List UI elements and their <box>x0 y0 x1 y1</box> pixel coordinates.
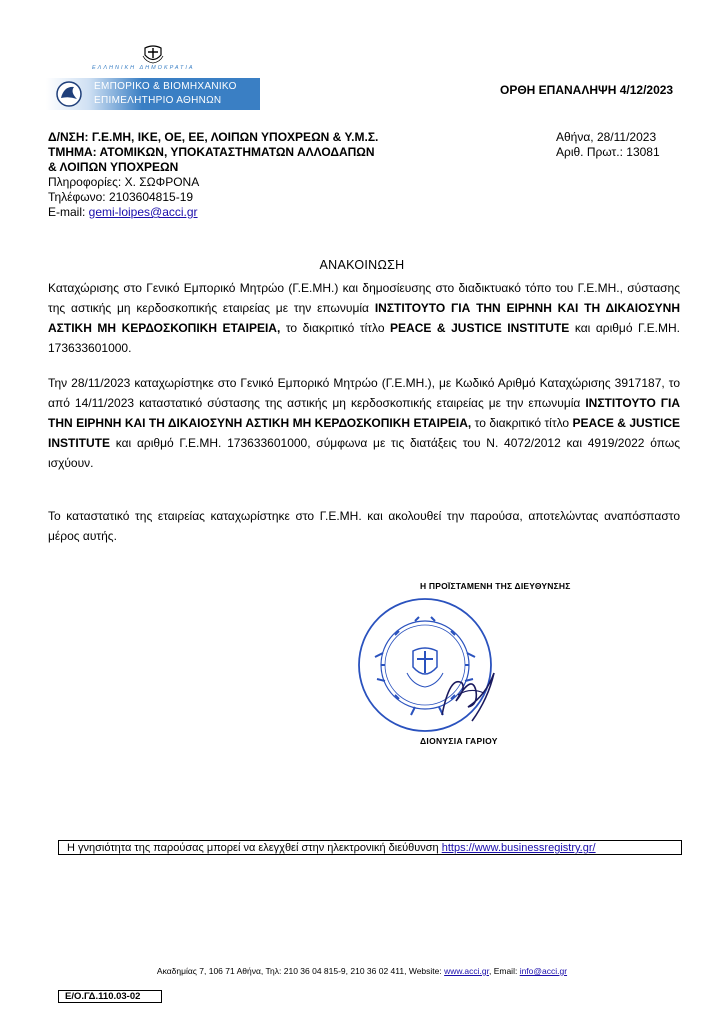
distinctive-title: PEACE & JUSTICE INSTITUTE <box>390 321 570 335</box>
footer-email-label: , Email: <box>488 966 520 976</box>
email-link[interactable]: gemi-loipes@acci.gr <box>88 205 198 219</box>
verification-link[interactable]: https://www.businessregistry.gr/ <box>441 842 596 854</box>
logo-top-text: ΕΛΛΗΝΙΚΗ ΔΗΜΟΚΡΑΤΙΑ <box>92 65 195 71</box>
email-line <box>48 205 378 220</box>
section-line-2: & ΛΟΙΠΩΝ ΥΠΟΧΡΕΩΝ <box>48 160 179 174</box>
date-block <box>556 130 660 160</box>
phone-line: Τηλέφωνο: 2103604815-19 <box>48 190 194 204</box>
para1-text-2: το διακριτικό τίτλο <box>280 321 391 335</box>
coat-of-arms-icon <box>142 44 164 64</box>
footer-address <box>0 966 724 976</box>
verification-text: Η γνησιότητα της παρούσας μπορεί να ελεγχθεί στην ηλεκτρονική διεύθυνση <box>67 842 442 854</box>
section-line: ΤΜΗΜΑ: ΑΤΟΜΙΚΩΝ, ΥΠΟΚΑΤΑΣΤΗΜΑΤΩΝ ΑΛΛΟΔΑΠΩΝ <box>48 145 375 159</box>
paragraph-2 <box>48 373 680 473</box>
para2-text-2: το διακριτικό τίτλο <box>471 416 573 430</box>
correction-notice: ΟΡΘΗ ΕΠΑΝΑΛΗΨΗ 4/12/2023 <box>500 83 674 97</box>
footer-address-text: Ακαδημίας 7, 106 71 Αθήνα, Τηλ: 210 36 04 815-9, 210 36 02 411, Website: <box>156 966 445 976</box>
department-block <box>48 130 378 220</box>
distinctive-title-2: PEACE & JUSTICE INSTITUTE <box>48 416 681 450</box>
announcement-title: ΑΝΑΚΟΙΝΩΣΗ <box>319 258 405 272</box>
company-name-2: ΙΝΣΤΙΤΟΥΤΟ ΓΙΑ ΤΗΝ ΕΙΡΗΝΗ ΚΑΙ ΤΗ ΔΙΚΑΙΟΣΥΝΗ ΑΣΤΙΚΗ ΜΗ ΚΕΡΔΟΣΚΟΠΙΚΗ ΕΤΑΙΡΕΙΑ, <box>48 396 680 430</box>
chamber-emblem-icon <box>50 80 88 108</box>
company-name: ΙΝΣΤΙΤΟΥΤΟ ΓΙΑ ΤΗΝ ΕΙΡΗΝΗ ΚΑΙ ΤΗ ΔΙΚΑΙΟΣΥΝΗ ΑΣΤΙΚΗ ΜΗ ΚΕΡΔΟΣΚΟΠΙΚΗ ΕΤΑΙΡΕΙΑ, <box>48 301 680 335</box>
footer-website-link[interactable]: www.acci.gr <box>444 966 489 976</box>
para1-text: Καταχώρισης στο Γενικό Εμπορικό Μητρώο (Γ.Ε.ΜΗ.) και δημοσίευσης στο διαδικτυακό τόπο του Γ.Ε.ΜΗ., σύστασης της αστικής μη κερδοσκοπικής εταιρείας με την επωνυμία <box>48 281 680 315</box>
logo-line2: ΕΠΙΜΕΛΗΤΗΡΙΟ ΑΘΗΝΩΝ <box>94 95 222 106</box>
signatory-name: ΔΙΟΝΥΣΙΑ ΓΑΡΙΟΥ <box>420 736 498 746</box>
chamber-logo <box>46 78 260 110</box>
para1-text-3: και αριθμό Γ.Ε.ΜΗ. 173633601000. <box>48 321 681 355</box>
date-line: Αθήνα, 28/11/2023 <box>556 130 657 144</box>
department-line: Δ/ΝΣΗ: Γ.Ε.ΜΗ, ΙΚΕ, ΟΕ, ΕΕ, ΛΟΙΠΩΝ ΥΠΟΧΡΕΩΝ & Υ.Μ.Σ. <box>48 130 379 144</box>
email-label: E-mail: <box>48 205 89 219</box>
footer-email-link[interactable]: info@acci.gr <box>519 966 568 976</box>
para2-text-3: και αριθμό Γ.Ε.ΜΗ. 173633601000, σύμφωνα με τις διατάξεις του Ν. 4072/2012 και 4919/2022 όπως ισχύουν. <box>48 436 680 470</box>
handwritten-signature <box>432 655 502 725</box>
info-line: Πληροφορίες: Χ. ΣΩΦΡΟΝΑ <box>48 175 200 189</box>
form-code: Ε/Ο.ΓΔ.110.03-02 <box>58 990 162 1003</box>
protocol-line: Αριθ. Πρωτ.: 13081 <box>556 145 660 159</box>
paragraph-3: Το καταστατικό της εταιρείας καταχωρίστηκε στο Γ.Ε.ΜΗ. και ακολουθεί την παρούσα, αποτελώντας αναπόσπαστο μέρος αυτής. <box>48 509 680 543</box>
paragraph-1 <box>48 278 680 358</box>
logo-line1: ΕΜΠΟΡΙΚΟ & ΒΙΟΜΗΧΑΝΙΚΟ <box>94 81 237 92</box>
verification-box <box>58 840 682 855</box>
signatory-role: Η ΠΡΟΪΣΤΑΜΕΝΗ ΤΗΣ ΔΙΕΥΘΥΝΣΗΣ <box>420 581 571 591</box>
para2-text: Την 28/11/2023 καταχωρίστηκε στο Γενικό Εμπορικό Μητρώο (Γ.Ε.ΜΗ.), με Κωδικό Αριθμό Καταχώρισης 3917187, το από 14/11/2023 καταστατικό σύστασης της αστικής μη κερδοσκοπικής εταιρείας με την επωνυμία <box>48 376 680 410</box>
